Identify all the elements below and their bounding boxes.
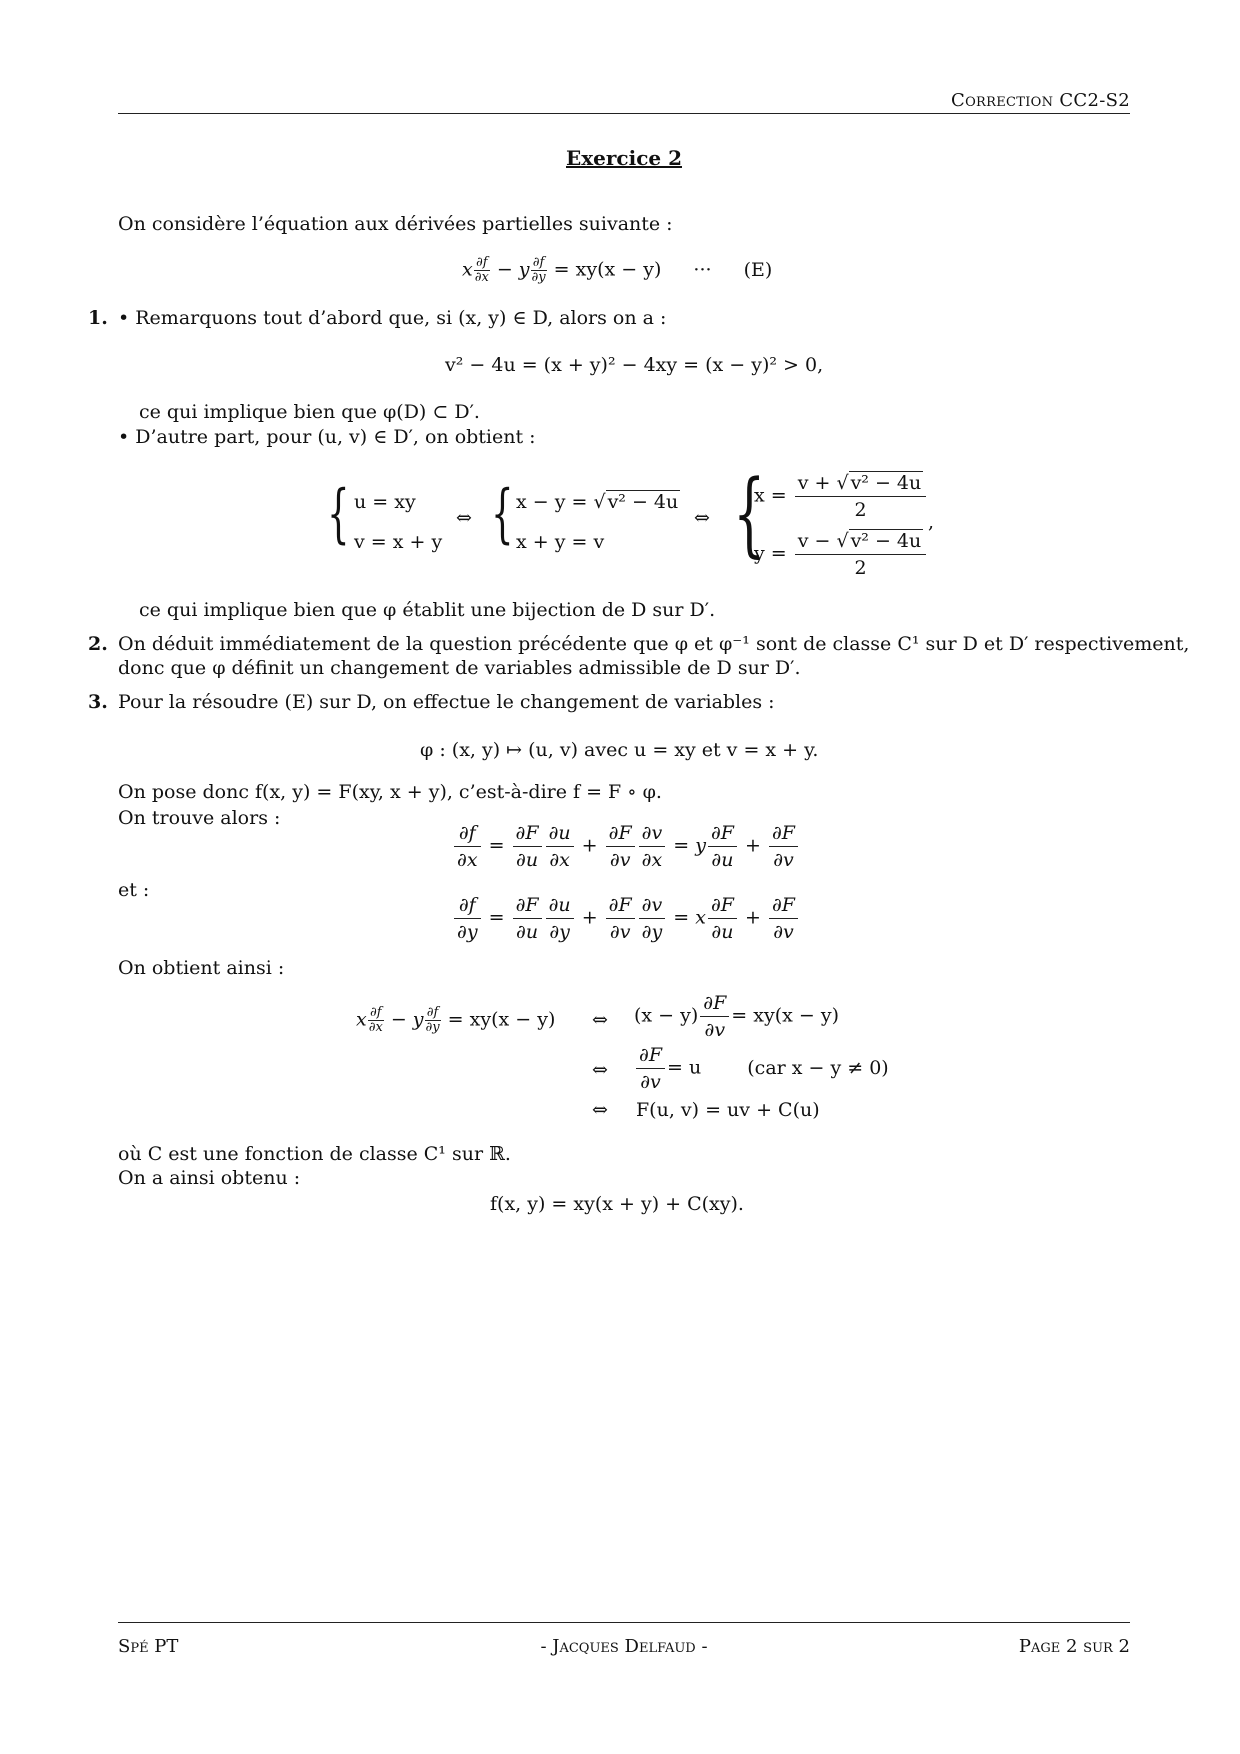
q2-line2: donc que φ définit un changement de variables admissible de D sur D′. <box>118 657 801 679</box>
q2-line1: On déduit immédiatement de la question précédente que φ et φ⁻¹ sont de classe C¹ sur D et D′ respectivement, <box>118 633 1190 655</box>
page-title: Exercice 2 <box>566 146 682 170</box>
equiv-2: ⇔ <box>694 507 710 529</box>
q3-phi: φ : (x, y) ↦ (u, v) avec u = xy et v = x + y. <box>420 739 819 761</box>
intro-text: On considère l’équation aux dérivées partielles suivante : <box>118 213 673 235</box>
q3-line1: Pour la résoudre (E) sur D, on effectue le changement de variables : <box>118 691 775 713</box>
brace-1: { <box>327 477 350 551</box>
resolution-equiv-3: ⇔ <box>592 1099 608 1121</box>
resolution-line-1-right: (x − y) $\frac{\partial F}{\partial v}$ = xy(x − y) <box>634 992 839 1041</box>
equation-e-tag: (E) <box>743 258 773 281</box>
brace-3: { <box>733 460 766 567</box>
equation-e: x $\frac{\partial f}{\partial x}$ − y $\frac{\partial f}{\partial y}$ = xy(x − y) ··· (E) <box>462 255 773 285</box>
system-comma: , <box>928 511 935 533</box>
header-label: Correction CC2-S2 <box>951 90 1130 111</box>
q1-eq1: v² − 4u = (x + y)² − 4xy = (x − y)² > 0, <box>445 354 824 376</box>
equation-e-rhs: = xy(x − y) <box>553 258 662 281</box>
system-3-x: x = $\frac{\text{v + √ v² − 4u}}{2}$ <box>754 470 928 523</box>
q1-bullet2: • D’autre part, pour (u, v) ∈ D′, on obtient : <box>118 426 536 448</box>
system-1-line-2: v = x + y <box>354 531 443 553</box>
resolution-line-2: $\frac{\partial F}{\partial v}$ = u (car x − y ≠ 0) <box>634 1042 889 1095</box>
header-rule <box>118 113 1130 114</box>
q1-concl2: ce qui implique bien que φ établit une bijection de D sur D′. <box>139 599 716 621</box>
system-1-line-1: u = xy <box>354 491 416 513</box>
q1-bullet1: • Remarquons tout d’abord que, si (x, y) ∈ D, alors on a : <box>118 307 667 329</box>
equation-e-dots: ··· <box>693 258 712 281</box>
footer-right: Page 2 sur 2 <box>1018 1636 1130 1657</box>
q3-obtient: On obtient ainsi : <box>118 957 285 979</box>
brace-2: { <box>491 477 514 551</box>
footer-center: - Jacques Delfaud - <box>540 1636 708 1657</box>
system-2-line-1: x − y = √ v² − 4u <box>516 491 679 513</box>
q3-ainsi: On a ainsi obtenu : <box>118 1167 301 1189</box>
q3-number: 3. <box>88 691 108 713</box>
resolution-line-1-left: x $\frac{\partial f}{\partial x}$ − y $\frac{\partial f}{\partial y}$ = xy(x − y) <box>356 1005 556 1035</box>
q3-trouve: On trouve alors : <box>118 807 281 829</box>
partial-fy-equation: $\frac{\partial f}{\partial y}$ = $\frac{\partial F}{\partial u}$ $\frac{\partial u}{\partial y}$ + $\frac{\partial F}{\partial v}$ $\frac{\partial v}{\partial y}$ = x $\frac{\partial F}{\partial u}$ + $\frac{\partial F}{\partial v}$ <box>452 892 800 945</box>
q3-pose: On pose donc f(x, y) = F(xy, x + y), c’est-à-dire f = F ∘ φ. <box>118 781 662 803</box>
q3-ou: où C est une fonction de classe C¹ sur ℝ. <box>118 1143 511 1165</box>
resolution-line-3: F(u, v) = uv + C(u) <box>636 1099 820 1121</box>
resolution-equiv-1: ⇔ <box>592 1009 608 1031</box>
footer-left: Spé PT <box>118 1636 179 1657</box>
system-2-line-2: x + y = v <box>516 531 605 553</box>
system-3-y: y = $\frac{\text{v − √ v² − 4u}}{2}$ <box>754 528 928 581</box>
final-result: f(x, y) = xy(x + y) + C(xy). <box>490 1193 744 1215</box>
q3-et: et : <box>118 879 150 901</box>
footer-rule <box>118 1622 1130 1623</box>
partial-fx-equation: $\frac{\partial f}{\partial x}$ = $\frac{\partial F}{\partial u}$ $\frac{\partial u}{\partial x}$ + $\frac{\partial F}{\partial v}$ $\frac{\partial v}{\partial x}$ = y $\frac{\partial F}{\partial u}$ + $\frac{\partial F}{\partial v}$ <box>452 820 800 873</box>
q1-number: 1. <box>88 307 108 329</box>
equiv-1: ⇔ <box>456 507 472 529</box>
q2-number: 2. <box>88 633 108 655</box>
resolution-equiv-2: ⇔ <box>592 1059 608 1081</box>
q1-concl1: ce qui implique bien que φ(D) ⊂ D′. <box>139 401 480 423</box>
